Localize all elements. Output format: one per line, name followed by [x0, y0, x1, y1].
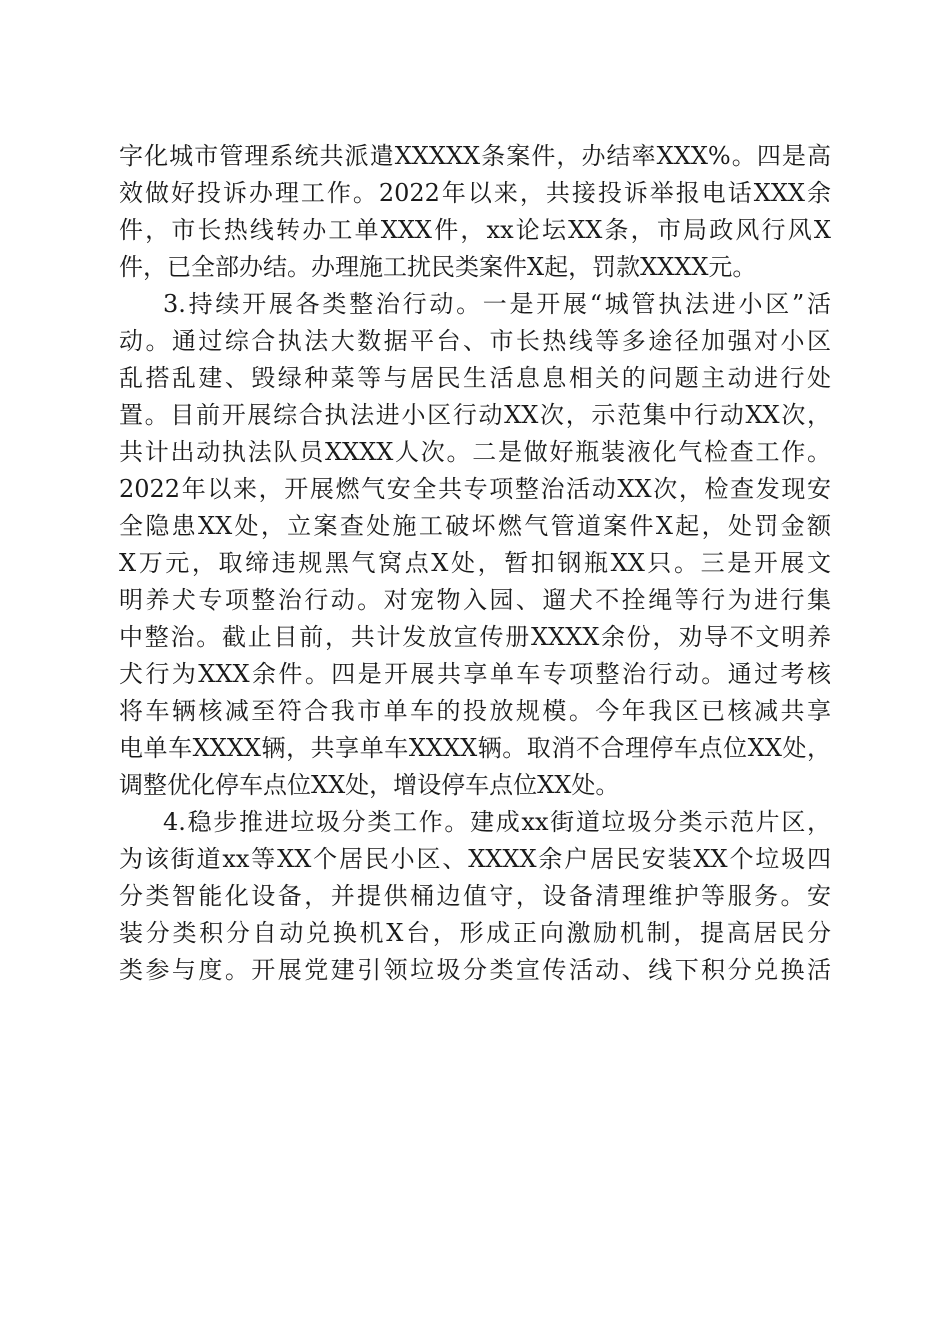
text-line: 调整优化停车点位XX处，增设停车点位XX处。 — [119, 771, 620, 799]
body-text — [119, 138, 831, 989]
text-line: 分类智能化设备，并提供桶边值守，设备清理维护等服务。安 — [119, 882, 831, 910]
paragraph-heading-3: 3.持续开展各类整治行动。一是开展“城管执法进小区”活 — [163, 290, 831, 318]
text-line: 乱搭乱建、毁绿种菜等与居民生活息息相关的问题主动进行处 — [119, 364, 831, 392]
text-line: 类参与度。开展党建引领垃圾分类宣传活动、线下积分兑换活 — [119, 956, 831, 984]
text-line: 电单车XXXX辆，共享单车XXXX辆。取消不合理停车点位XX处， — [119, 734, 831, 762]
text-line: 装分类积分自动兑换机X台，形成正向激励机制，提高居民分 — [119, 919, 831, 947]
text-line: 2022年以来，开展燃气安全共专项整治活动XX次，检查发现安 — [119, 475, 831, 503]
text-line: 件，已全部办结。办理施工扰民类案件X起，罚款XXXX元。 — [119, 253, 757, 281]
text-line: 置。目前开展综合执法进小区行动XX次，示范集中行动XX次， — [119, 401, 831, 429]
text-line: 动。通过综合执法大数据平台、市长热线等多途径加强对小区 — [119, 327, 831, 355]
text-line: 将车辆核减至符合我市单车的投放规模。今年我区已核减共享 — [119, 697, 831, 725]
text-line: 犬行为XXX余件。四是开展共享单车专项整治行动。通过考核 — [119, 660, 831, 688]
text-line: 共计出动执法队员XXXX人次。二是做好瓶装液化气检查工作。 — [119, 438, 831, 466]
text-line: 明养犬专项整治行动。对宠物入园、遛犬不拴绳等行为进行集 — [119, 586, 831, 614]
text-line: 为该街道xx等XX个居民小区、XXXX余户居民安装XX个垃圾四 — [119, 845, 831, 873]
text-line: 中整治。截止目前，共计发放宣传册XXXX余份，劝导不文明养 — [119, 623, 831, 651]
text-line: 件，市长热线转办工单XXX件，xx论坛XX条，市局政风行风X — [119, 216, 831, 244]
text-line: 全隐患XX处，立案查处施工破坏燃气管道案件X起，处罚金额 — [119, 512, 831, 540]
text-line: X万元，取缔违规黑气窝点X处，暂扣钢瓶XX只。三是开展文 — [119, 549, 831, 577]
text-line: 字化城市管理系统共派遣XXXXX条案件，办结率XXX%。四是高 — [119, 142, 831, 170]
text-line: 效做好投诉办理工作。2022年以来，共接投诉举报电话XXX余 — [119, 179, 831, 207]
paragraph-heading-4: 4.稳步推进垃圾分类工作。建成xx街道垃圾分类示范片区， — [163, 808, 831, 836]
